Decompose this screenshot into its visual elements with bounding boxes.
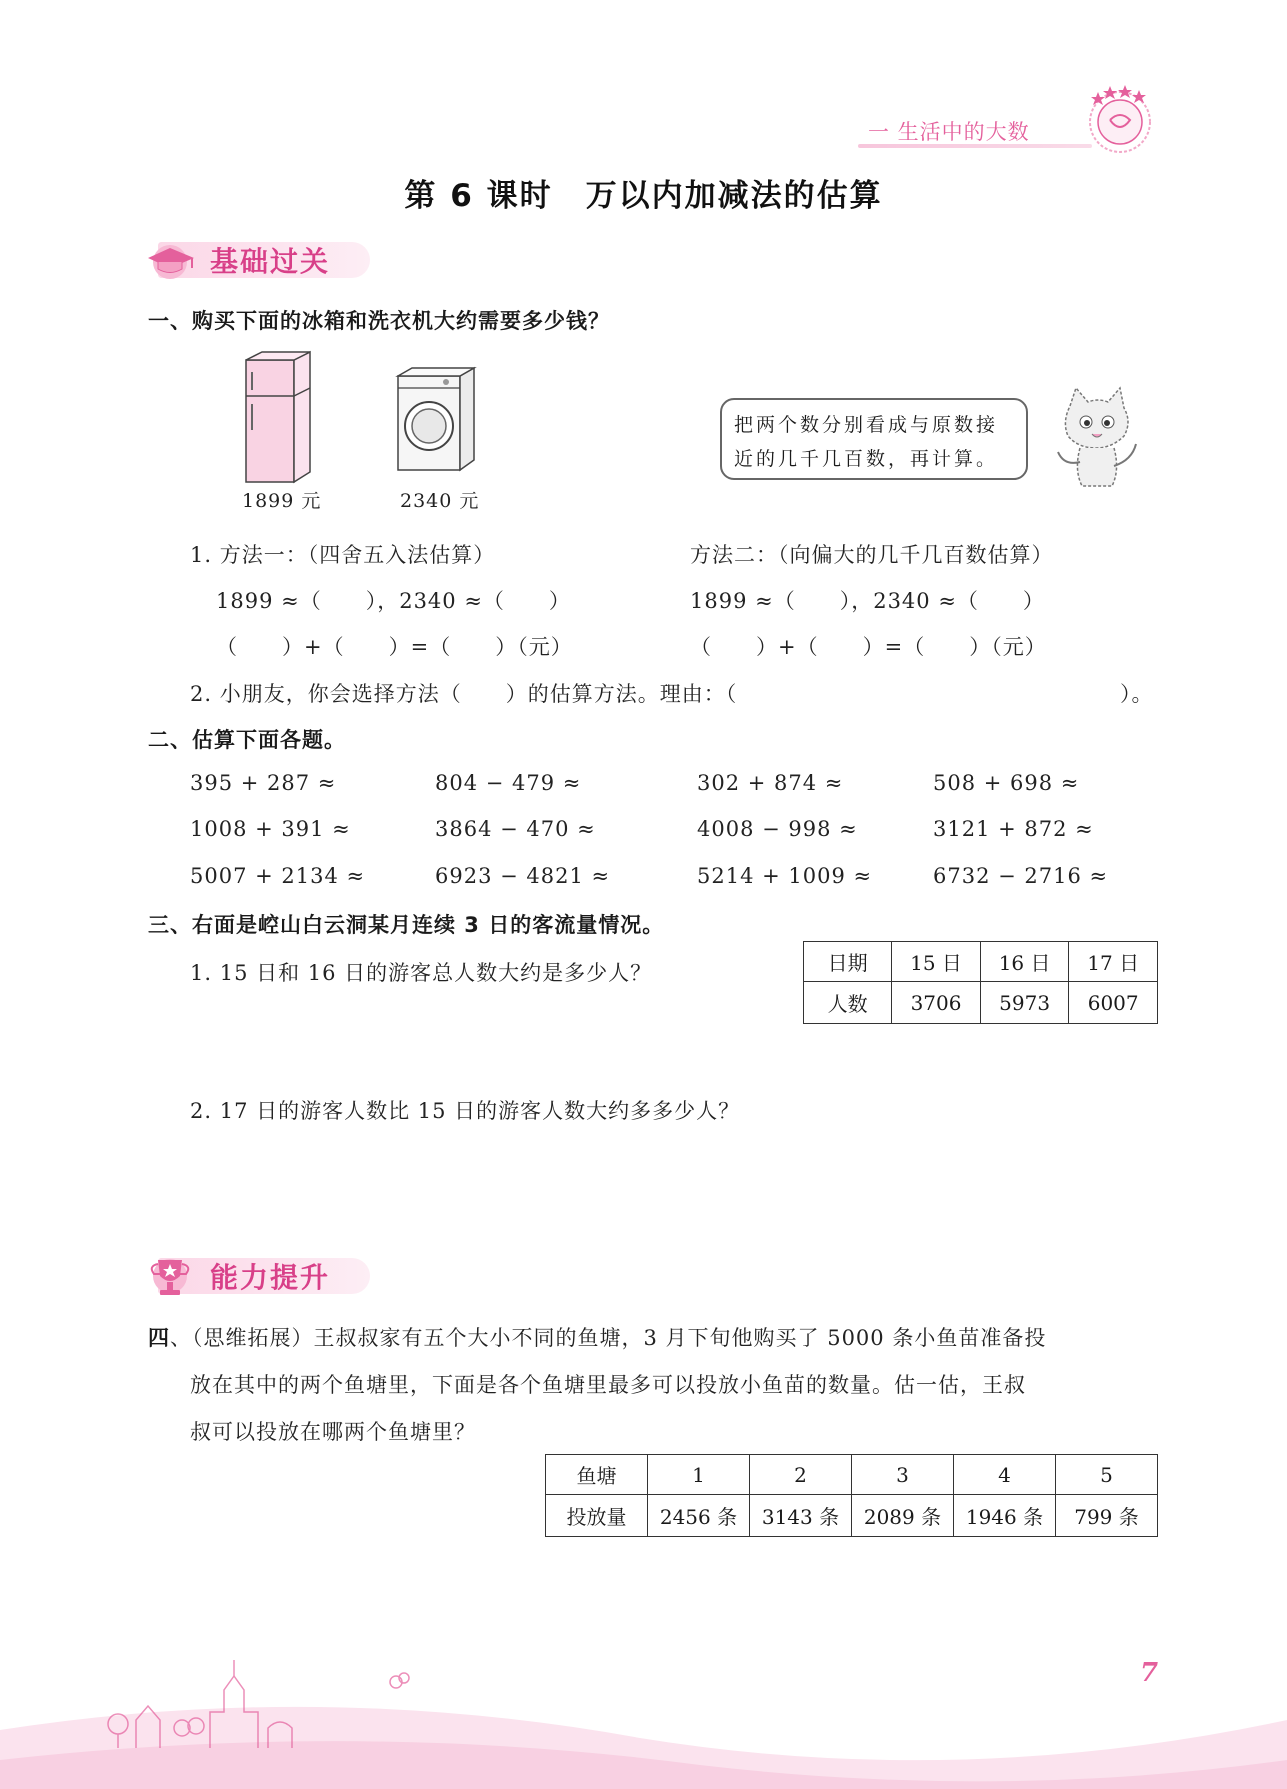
washing-machine-icon [394,362,478,474]
method-2-title: 方法二：（向偏大的几千几百数估算） [690,543,1054,567]
table-cell: 5973 [980,982,1069,1024]
estimate-item: 1008 + 391 ≈ [190,817,351,841]
table-header-cell: 17 日 [1069,942,1158,982]
washer-price: 2340 元 [400,490,480,512]
method-2-line-2: （ ）+（ ）=（ ）（元） [690,635,1047,659]
question-2-heading: 二、估算下面各题。 [148,728,346,752]
question-4-line-1: 四、（思维拓展）王叔叔家有五个大小不同的鱼塘，3 月下旬他购买了 5000 条小鱼苗准备投 [148,1326,1047,1350]
table-cell: 3706 [892,982,981,1024]
table-cell: 1946 条 [954,1495,1056,1537]
question-3-sub-2: 2. 17 日的游客人数比 15 日的游客人数大约多多少人？ [190,1099,741,1123]
question-3-sub-1: 1. 15 日和 16 日的游客总人数大约是多少人？ [190,961,653,985]
table-header-cell: 1 [648,1455,750,1495]
question-1-sub-2: 2. 小朋友，你会选择方法（ ）的估算方法。理由：（ [190,682,738,706]
table-cell: 2089 条 [852,1495,954,1537]
table-header-cell: 15 日 [892,942,981,982]
bubble-line-2: 近的几千几百数，再计算。 [734,448,999,470]
question-1-sub-2-end: ）。 [1120,682,1154,706]
refrigerator-icon [240,350,316,486]
page-number: 7 [1140,1658,1159,1688]
table-cell: 投放量 [546,1495,648,1537]
chapter-underline [858,144,1092,148]
estimate-item: 6732 − 2716 ≈ [933,864,1109,888]
method-1-line-2: （ ）+（ ）=（ ）（元） [216,635,573,659]
table-header-cell: 2 [750,1455,852,1495]
question-4-text-1: 、（思维拓展）王叔叔家有五个大小不同的鱼塘，3 月下旬他购买了 5000 条小鱼苗准备投 [170,1326,1047,1350]
question-3-heading: 三、右面是崆山白云洞某月连续 3 日的客流量情况。 [148,913,665,937]
pond-table [545,1454,1158,1537]
estimate-item: 3121 + 872 ≈ [933,817,1094,841]
estimate-item: 395 + 287 ≈ [190,771,337,795]
table-header-cell: 5 [1056,1455,1158,1495]
estimate-item: 3864 − 470 ≈ [435,817,596,841]
method-2-line-1: 1899 ≈（ ），2340 ≈（ ） [690,589,1045,613]
table-header-cell: 4 [954,1455,1056,1495]
table-cell: 3143 条 [750,1495,852,1537]
estimate-item: 804 − 479 ≈ [435,771,582,795]
trophy-icon [144,1252,200,1298]
hint-speech-bubble [720,398,1028,480]
method-1-title: 1. 方法一：（四舍五入法估算） [190,543,496,567]
visitor-table [803,941,1158,1024]
estimate-item: 5007 + 2134 ≈ [190,864,366,888]
estimate-item: 4008 − 998 ≈ [697,817,858,841]
refrigerator-price: 1899 元 [242,490,322,512]
page-title: 第 6 课时 万以内加减法的估算 [404,178,883,214]
method-1-line-1: 1899 ≈（ ），2340 ≈（ ） [216,589,571,613]
chapter-label: 一 生活中的大数 [868,120,1030,144]
estimate-item: 6923 − 4821 ≈ [435,864,611,888]
estimate-item: 302 + 874 ≈ [697,771,844,795]
section-banner-basic [144,236,374,282]
table-header-cell: 鱼塘 [546,1455,648,1495]
brand-badge-icon [1082,80,1158,156]
estimate-item: 508 + 698 ≈ [933,771,1080,795]
table-cell: 人数 [804,982,892,1024]
table-header-cell: 3 [852,1455,954,1495]
graduation-cap-icon [144,236,200,282]
section-label: 能力提升 [210,1261,331,1294]
table-cell: 2456 条 [648,1495,750,1537]
estimate-item: 5214 + 1009 ≈ [697,864,873,888]
question-4-line-2: 放在其中的两个鱼塘里，下面是各个鱼塘里最多可以投放小鱼苗的数量。估一估，王叔 [190,1373,1026,1397]
table-cell: 6007 [1069,982,1158,1024]
footer-wave-decoration [0,1620,1287,1789]
section-banner-ability [144,1252,374,1298]
cartoon-cat-icon [1052,386,1142,490]
question-1-heading: 一、购买下面的冰箱和洗衣机大约需要多少钱？ [148,309,610,333]
table-header-cell: 日期 [804,942,892,982]
table-header-cell: 16 日 [980,942,1069,982]
bubble-line-1: 把两个数分别看成与原数接 [734,414,999,436]
section-label: 基础过关 [210,245,331,278]
table-cell: 799 条 [1056,1495,1158,1537]
question-4-line-3: 叔可以投放在哪两个鱼塘里？ [190,1420,476,1444]
